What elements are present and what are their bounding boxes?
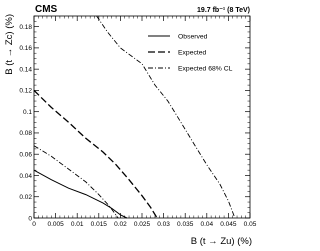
y-tick-label: 0.1 bbox=[22, 108, 32, 116]
x-tick-label: 0.005 bbox=[47, 221, 64, 228]
x-tick-label: 0.025 bbox=[133, 221, 151, 228]
x-axis-title: B (t → Zu) (%) bbox=[190, 236, 252, 247]
plot-frame bbox=[34, 16, 250, 218]
y-tick-label: 0.18 bbox=[19, 23, 32, 31]
y-tick-label: 0.02 bbox=[19, 194, 32, 202]
x-tick-label: 0.03 bbox=[157, 221, 170, 228]
x-tick-label: 0.02 bbox=[114, 221, 127, 228]
legend-label: Observed bbox=[178, 33, 208, 41]
series-line-dash-dot bbox=[34, 146, 118, 218]
y-tick-label: 0.06 bbox=[19, 151, 32, 159]
y-tick-label: 0 bbox=[28, 215, 32, 223]
x-tick-label: 0 bbox=[32, 221, 36, 228]
legend-label: Expected 68% CL bbox=[178, 65, 233, 73]
y-tick-label: 0.16 bbox=[19, 45, 32, 53]
series-line-dash-dot bbox=[97, 16, 235, 218]
legend bbox=[148, 33, 233, 72]
x-tick-label: 0.05 bbox=[243, 221, 257, 228]
y-tick-label: 0.12 bbox=[19, 87, 32, 95]
legend-label: Expected bbox=[178, 49, 207, 57]
luminosity-label: 19.7 fb⁻¹ (8 TeV) bbox=[197, 7, 250, 14]
x-tick-label: 0.015 bbox=[90, 221, 107, 228]
y-tick-label: 0.04 bbox=[19, 172, 32, 180]
cms-label: CMS bbox=[35, 4, 58, 15]
axis-ticks bbox=[19, 16, 256, 228]
x-tick-label: 0.04 bbox=[200, 221, 214, 228]
y-tick-label: 0.14 bbox=[19, 66, 32, 74]
x-tick-label: 0.035 bbox=[177, 221, 194, 228]
series-group bbox=[34, 16, 235, 218]
x-tick-label: 0.01 bbox=[70, 221, 84, 228]
y-tick-label: 0.08 bbox=[19, 130, 32, 138]
y-axis-title: B (t → Zc) (%) bbox=[4, 14, 15, 75]
x-tick-label: 0.045 bbox=[220, 221, 237, 228]
